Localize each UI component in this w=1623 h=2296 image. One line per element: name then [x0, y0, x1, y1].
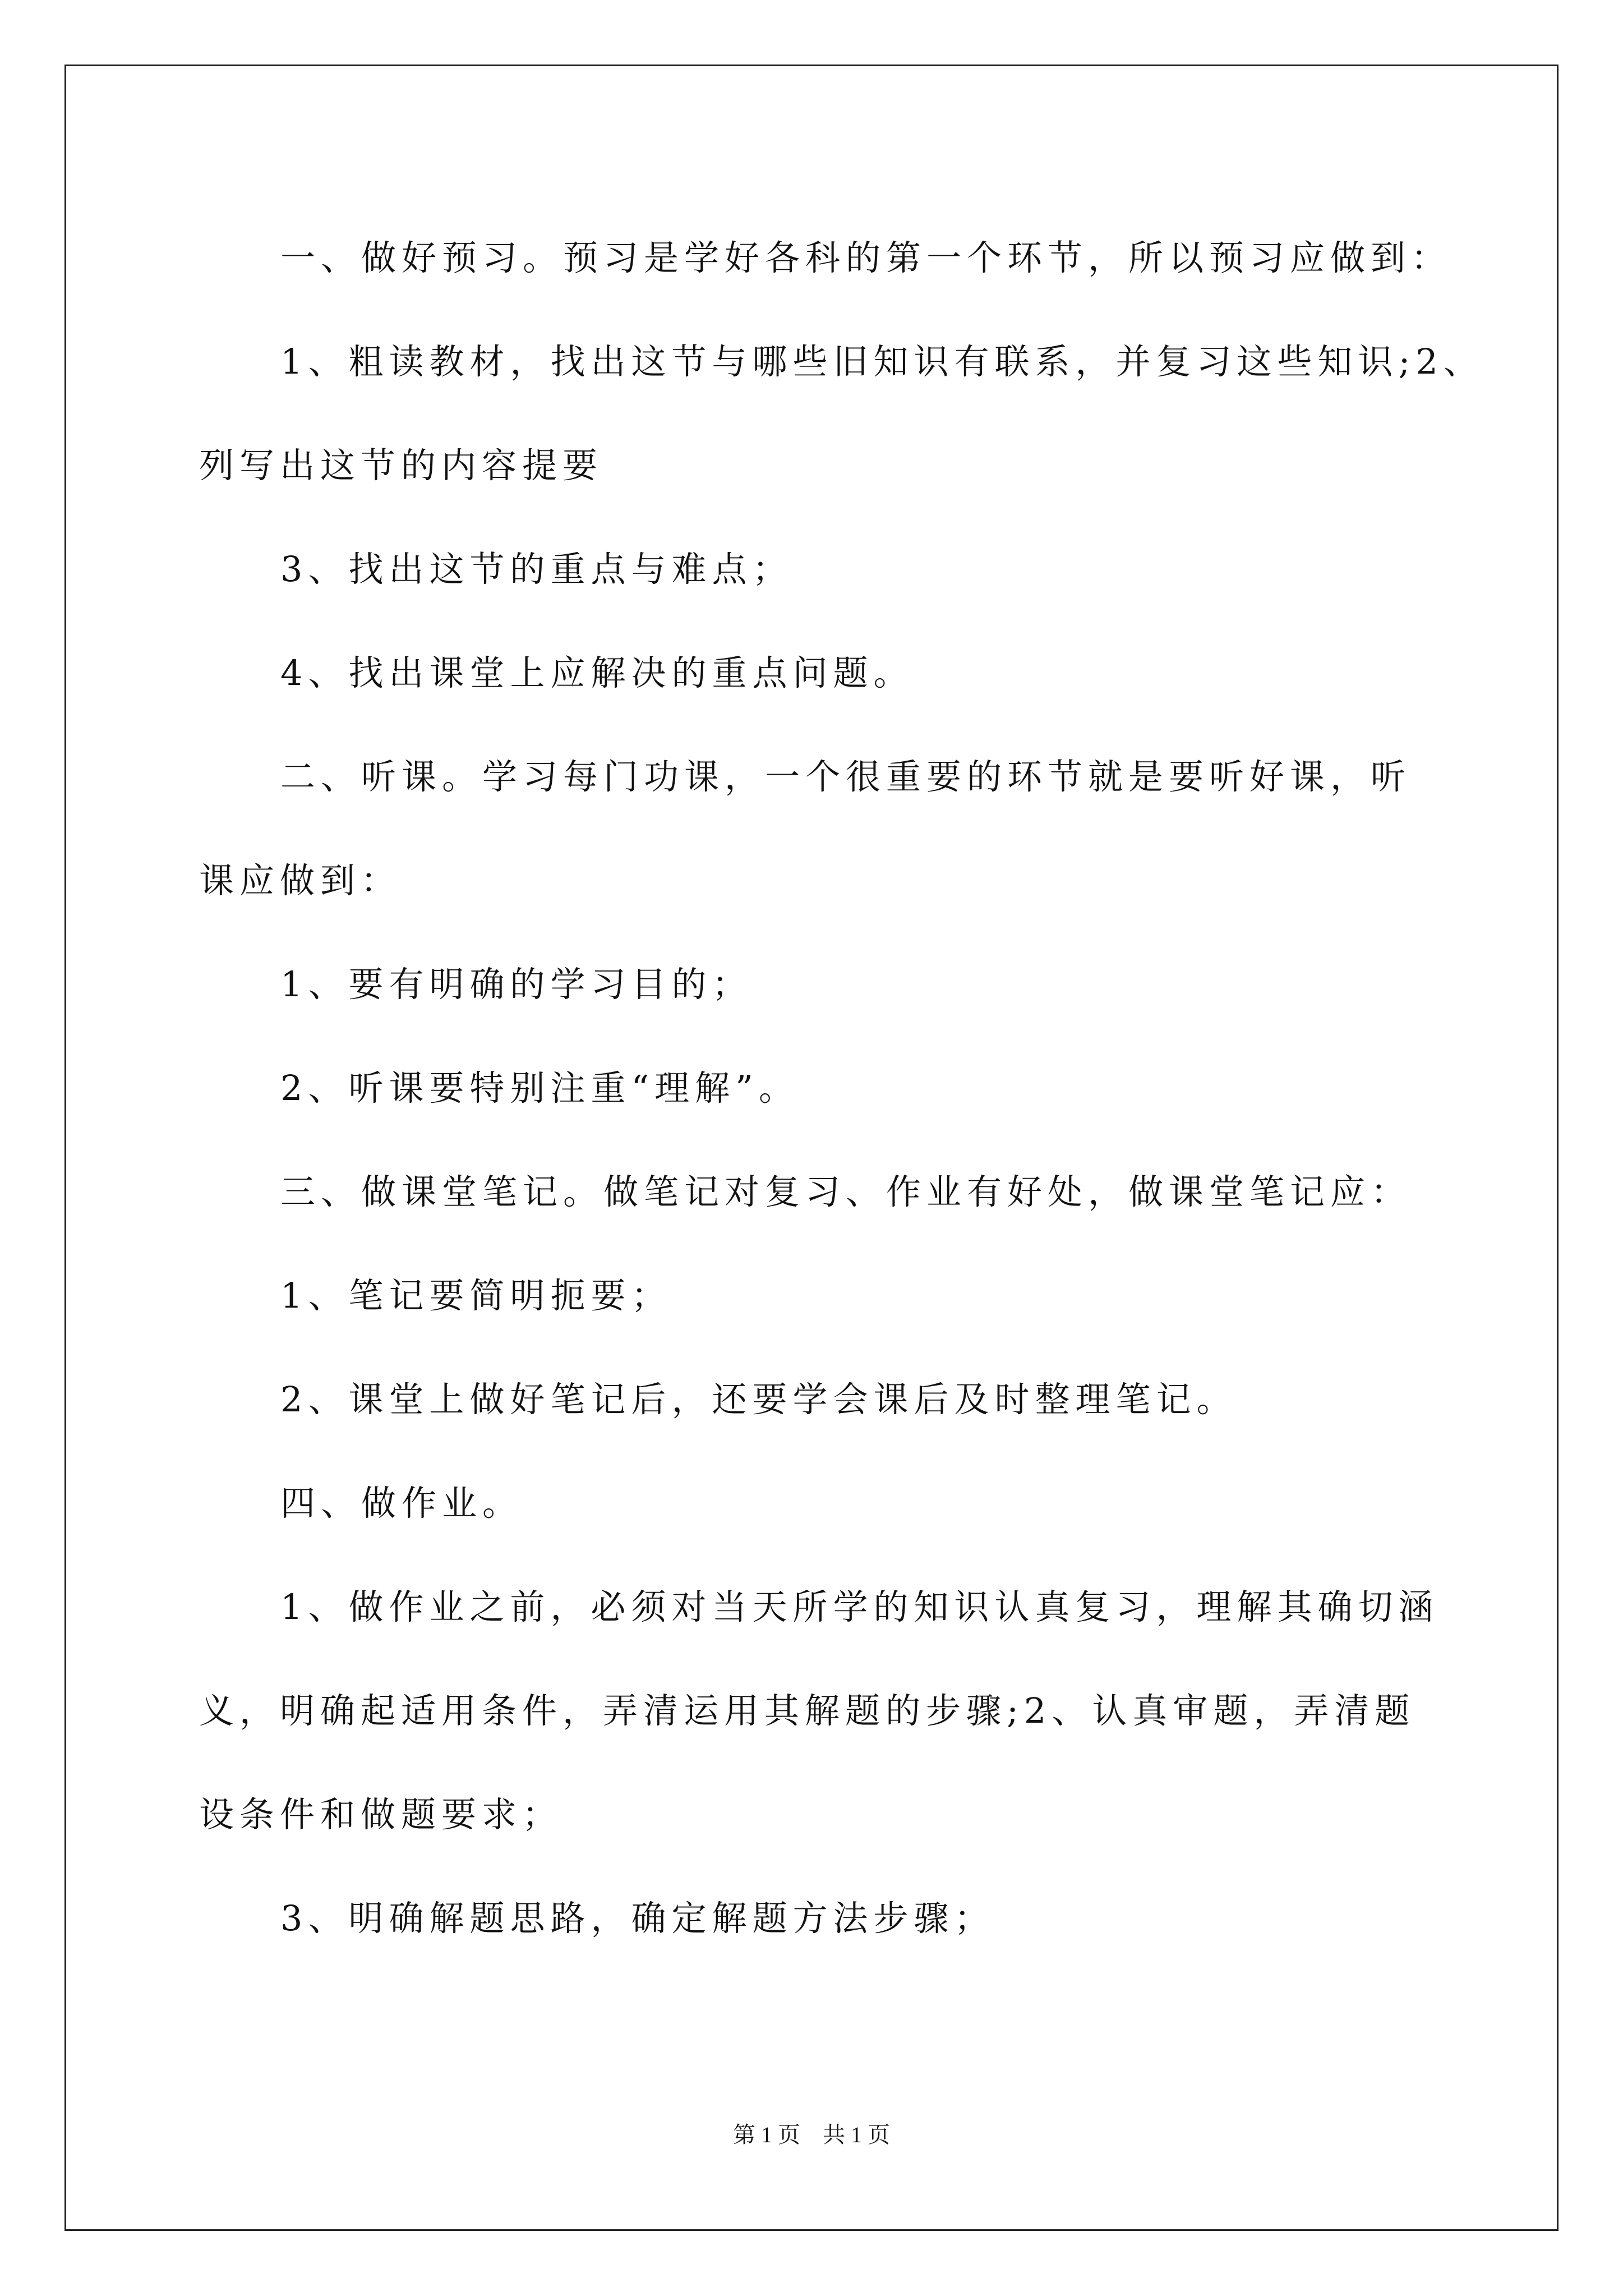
- paragraph-line: 3、明确解题思路，确定解题方法步骤；: [280, 1898, 995, 1939]
- page-footer: 第 1 页 共 1 页: [733, 2122, 890, 2147]
- paragraph-line: 三、做课堂笔记。做笔记对复习、作业有好处，做课堂笔记应：: [280, 1171, 1412, 1212]
- paragraph-line: 四、做作业。: [280, 1483, 523, 1524]
- paragraph-line: 1、笔记要简明扼要；: [280, 1275, 672, 1316]
- paragraph-line: 二、听课。学习每门功课，一个很重要的环节就是要听好课，听: [280, 756, 1412, 797]
- paragraph-line: 1、粗读教材，找出这节与哪些旧知识有联系，并复习这些知识;2、: [280, 341, 1484, 382]
- paragraph-line: 1、要有明确的学习目的；: [280, 964, 753, 1005]
- paragraph-line: 1、做作业之前，必须对当天所学的知识认真复习，理解其确切涵: [280, 1586, 1439, 1627]
- paragraph-line: 设条件和做题要求；: [199, 1794, 563, 1835]
- paragraph-line: 2、课堂上做好笔记后，还要学会课后及时整理笔记。: [280, 1379, 1237, 1420]
- paragraph-line: 2、听课要特别注重“理解”。: [280, 1068, 799, 1108]
- paragraph-line: 3、找出这节的重点与难点；: [280, 549, 793, 590]
- paragraph-line: 列写出这节的内容提要: [199, 445, 603, 486]
- paragraph-line: 义，明确起适用条件，弄清运用其解题的步骤;2、认真审题，弄清题: [199, 1690, 1415, 1731]
- paragraph-line: 4、找出课堂上应解决的重点问题。: [280, 652, 914, 693]
- paragraph-line: 课应做到：: [199, 860, 402, 901]
- paragraph-line: 一、做好预习。预习是学好各科的第一个环节，所以预习应做到：: [280, 237, 1452, 278]
